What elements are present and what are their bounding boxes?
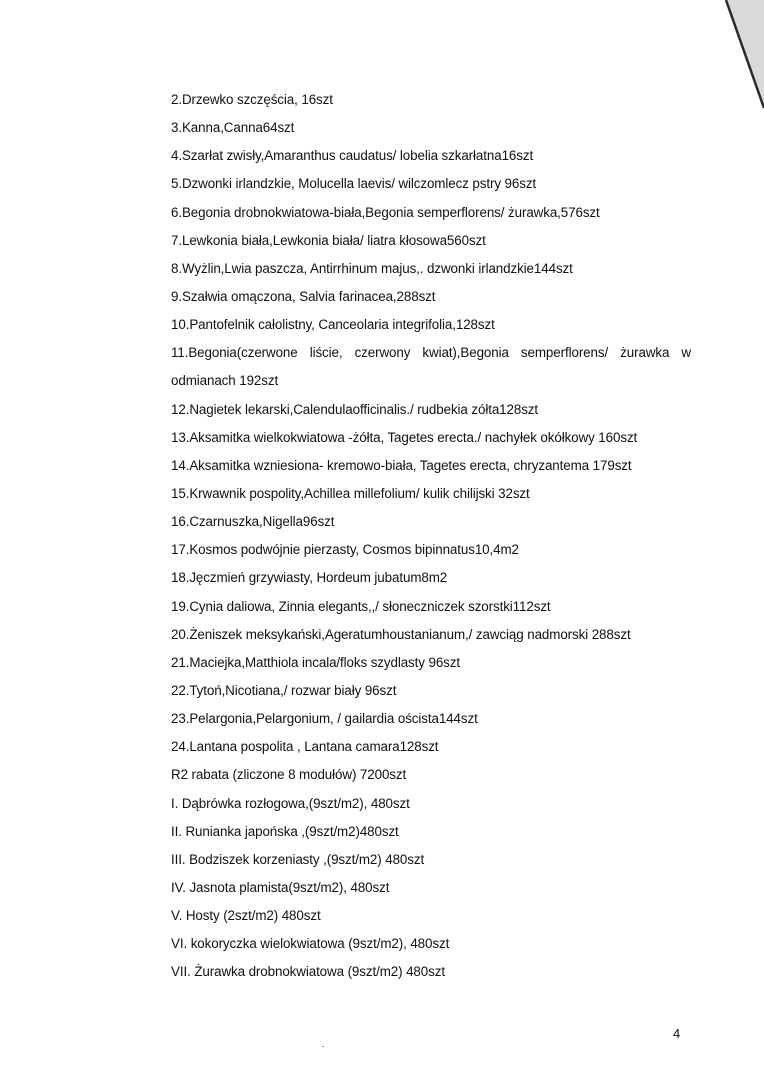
list-item: 7.Lewkonia biała,Lewkonia biała/ liatra kłosowa560szt: [171, 232, 486, 248]
list-item: 11.Begonia(czerwone liście, czerwony kwiat),Begonia semperflorens/ żurawka w odmianach 192szt: [171, 345, 691, 389]
list-item: 23.Pelargonia,Pelargonium, / gailardia oścista144szt: [171, 711, 478, 727]
list-item: 6.Begonia drobnokwiatowa-biała,Begonia semperflorens/ żurawka,576szt: [171, 204, 600, 220]
document-body: [171, 86, 691, 987]
list-item: I. Dąbrówka rozłogowa,(9szt/m2), 480szt: [171, 795, 410, 811]
list-item: II. Runianka japońska ,(9szt/m2)480szt: [171, 823, 399, 839]
list-item: IV. Jasnota plamista(9szt/m2), 480szt: [171, 879, 390, 895]
list-item: 19.Cynia daliowa, Zinnia elegants,,/ słoneczniczek szorstki112szt: [171, 598, 551, 614]
list-item: V. Hosty (2szt/m2) 480szt: [171, 908, 321, 924]
list-item: 3.Kanna,Canna64szt: [171, 120, 295, 136]
list-item: 2.Drzewko szczęścia, 16szt: [171, 92, 333, 107]
list-item: 20.Żeniszek meksykański,Ageratumhoustanianum,/ zawciąg nadmorski 288szt: [171, 626, 631, 642]
list-item: 4.Szarłat zwisły,Amaranthus caudatus/ lobelia szkarłatna16szt: [171, 148, 534, 164]
list-item: VI. kokoryczka wielokwiatowa (9szt/m2), 480szt: [171, 936, 450, 952]
list-item: 17.Kosmos podwójnie pierzasty, Cosmos bipinnatus10,4m2: [171, 542, 519, 558]
list-item: 18.Jęczmień grzywiasty, Hordeum jubatum8m2: [171, 570, 448, 586]
page-corner-fold: [704, 0, 764, 110]
list-item: 12.Nagietek lekarski,Calendulaofficinalis./ rudbekia zółta128szt: [171, 401, 539, 417]
list-item: 13.Aksamitka wielkokwiatowa -żółta, Tagetes erecta./ nachyłek okółkowy 160szt: [171, 429, 638, 445]
section-heading: R2 rabata (zliczone 8 modułów) 7200szt: [171, 767, 407, 783]
list-item: 14.Aksamitka wzniesiona- kremowo-biała, Tagetes erecta, chryzantema 179szt: [171, 457, 632, 473]
list-item: 16.Czarnuszka,Nigella96szt: [171, 514, 335, 530]
page-number: 4: [673, 1026, 681, 1041]
list-item: 9.Szałwia omączona, Salvia farinacea,288szt: [171, 288, 436, 304]
list-item: 5.Dzwonki irlandzkie, Molucella laevis/ wilczomlecz pstry 96szt: [171, 176, 537, 192]
list-item: VII. Żurawka drobnokwiatowa (9szt/m2) 480szt: [171, 964, 445, 980]
list-item: 10.Pantofelnik całolistny, Canceolaria integrifolia,128szt: [171, 317, 495, 333]
list-item: III. Bodziszek korzeniasty ,(9szt/m2) 480szt: [171, 851, 425, 867]
list-item: 24.Lantana pospolita , Lantana camara128szt: [171, 739, 439, 755]
list-item: 21.Maciejka,Matthiola incala/floks szydlasty 96szt: [171, 654, 460, 670]
scan-speck: [322, 1046, 324, 1047]
list-item: 8.Wyżlin,Lwia paszcza, Antirrhinum majus,. dzwonki irlandzkie144szt: [171, 260, 573, 276]
list-item: 15.Krwawnik pospolity,Achillea millefolium/ kulik chilijski 32szt: [171, 486, 530, 501]
list-item: 22.Tytoń,Nicotiana,/ rozwar biały 96szt: [171, 682, 397, 698]
